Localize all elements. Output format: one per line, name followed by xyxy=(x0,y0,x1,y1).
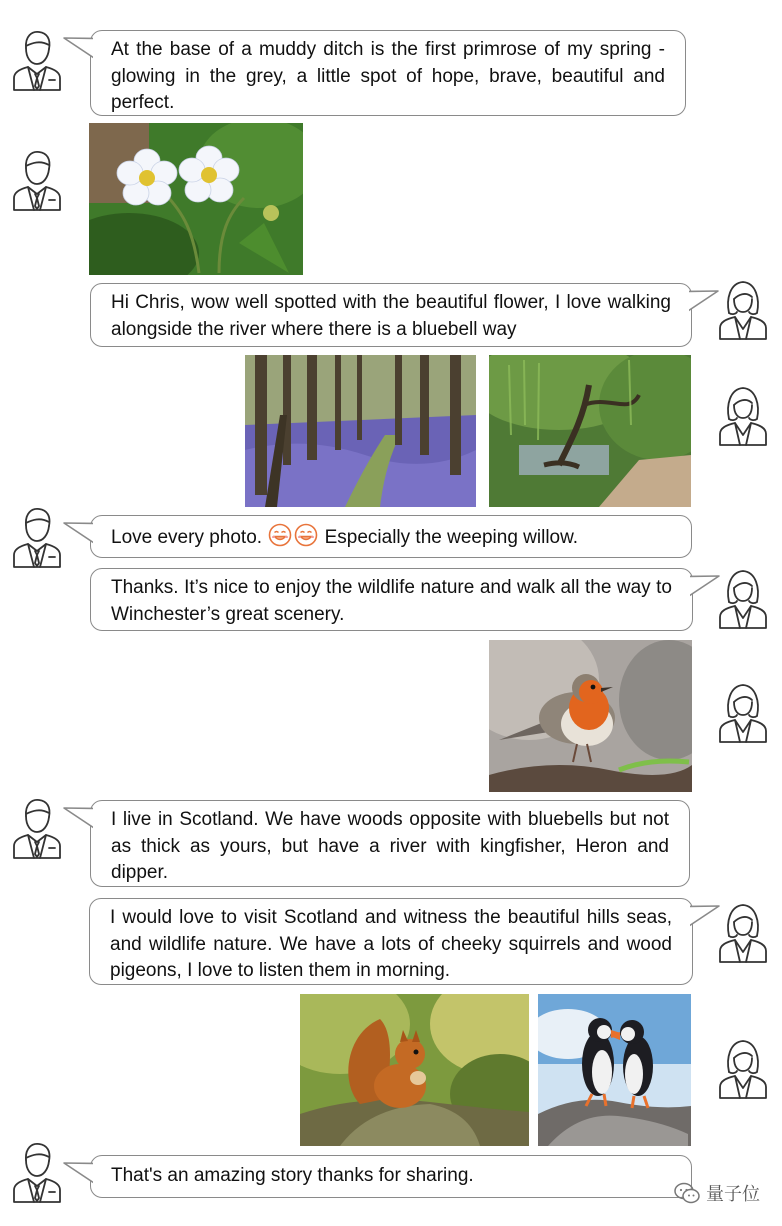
female-user-icon xyxy=(716,566,770,630)
message-text: Love every photo. xyxy=(111,527,263,548)
message-text: Especially the weeping willow. xyxy=(324,527,579,548)
smiling-face-emoji xyxy=(268,523,292,547)
puffins-photo[interactable] xyxy=(538,994,691,1146)
bubble-tail xyxy=(63,522,93,544)
female-user-icon xyxy=(716,277,770,341)
message-bubble xyxy=(90,568,693,631)
female-user-icon xyxy=(716,1036,770,1100)
female-user-icon xyxy=(716,900,770,964)
message-text: Hi Chris, wow well spotted with the beautiful flower, I love walking alongside the river where there is a bluebell way xyxy=(111,292,671,340)
flower-photo[interactable] xyxy=(89,123,303,275)
bubble-tail xyxy=(63,37,93,59)
message-text: At the base of a muddy ditch is the first primrose of my spring - glowing in the grey, a little spot of hope, brave, beautiful and perfect. xyxy=(111,39,665,113)
message-bubble xyxy=(89,898,693,985)
male-user-icon xyxy=(10,796,64,860)
message-bubble xyxy=(90,30,686,116)
message-text: Thanks. It’s nice to enjoy the wildlife nature and walk all the way to Winchester’s great scenery. xyxy=(111,577,672,625)
message-text: That's an amazing story thanks for sharing. xyxy=(111,1165,474,1186)
female-user-icon xyxy=(716,383,770,447)
bluebell-wood-photo[interactable] xyxy=(245,355,476,507)
watermark xyxy=(674,1180,760,1206)
male-user-icon xyxy=(10,1140,64,1204)
male-user-icon xyxy=(10,28,64,92)
bubble-tail xyxy=(689,290,719,312)
robin-photo[interactable] xyxy=(489,640,692,792)
watermark-text: 量子位 xyxy=(706,1184,760,1204)
squirrel-photo[interactable] xyxy=(300,994,529,1146)
message-bubble xyxy=(90,800,690,887)
bubble-tail xyxy=(63,1162,93,1184)
wechat-icon xyxy=(674,1182,700,1204)
female-user-icon xyxy=(716,680,770,744)
message-text: I live in Scotland. We have woods opposite with bluebells but not as thick as yours, but have a river with kingfisher, Heron and dipper. xyxy=(111,809,669,883)
message-bubble xyxy=(90,283,692,347)
smiling-face-emoji xyxy=(294,523,318,547)
male-user-icon xyxy=(10,505,64,569)
message-bubble xyxy=(90,1155,692,1198)
bubble-tail xyxy=(63,807,93,829)
weeping-willow-photo[interactable] xyxy=(489,355,691,507)
message-text: I would love to visit Scotland and witness the beautiful hills seas, and wildlife nature. We have a lots of cheeky squirrels and wood pigeons, I love to listen them in morning. xyxy=(110,907,672,981)
male-user-icon xyxy=(10,148,64,212)
message-bubble xyxy=(90,515,692,558)
